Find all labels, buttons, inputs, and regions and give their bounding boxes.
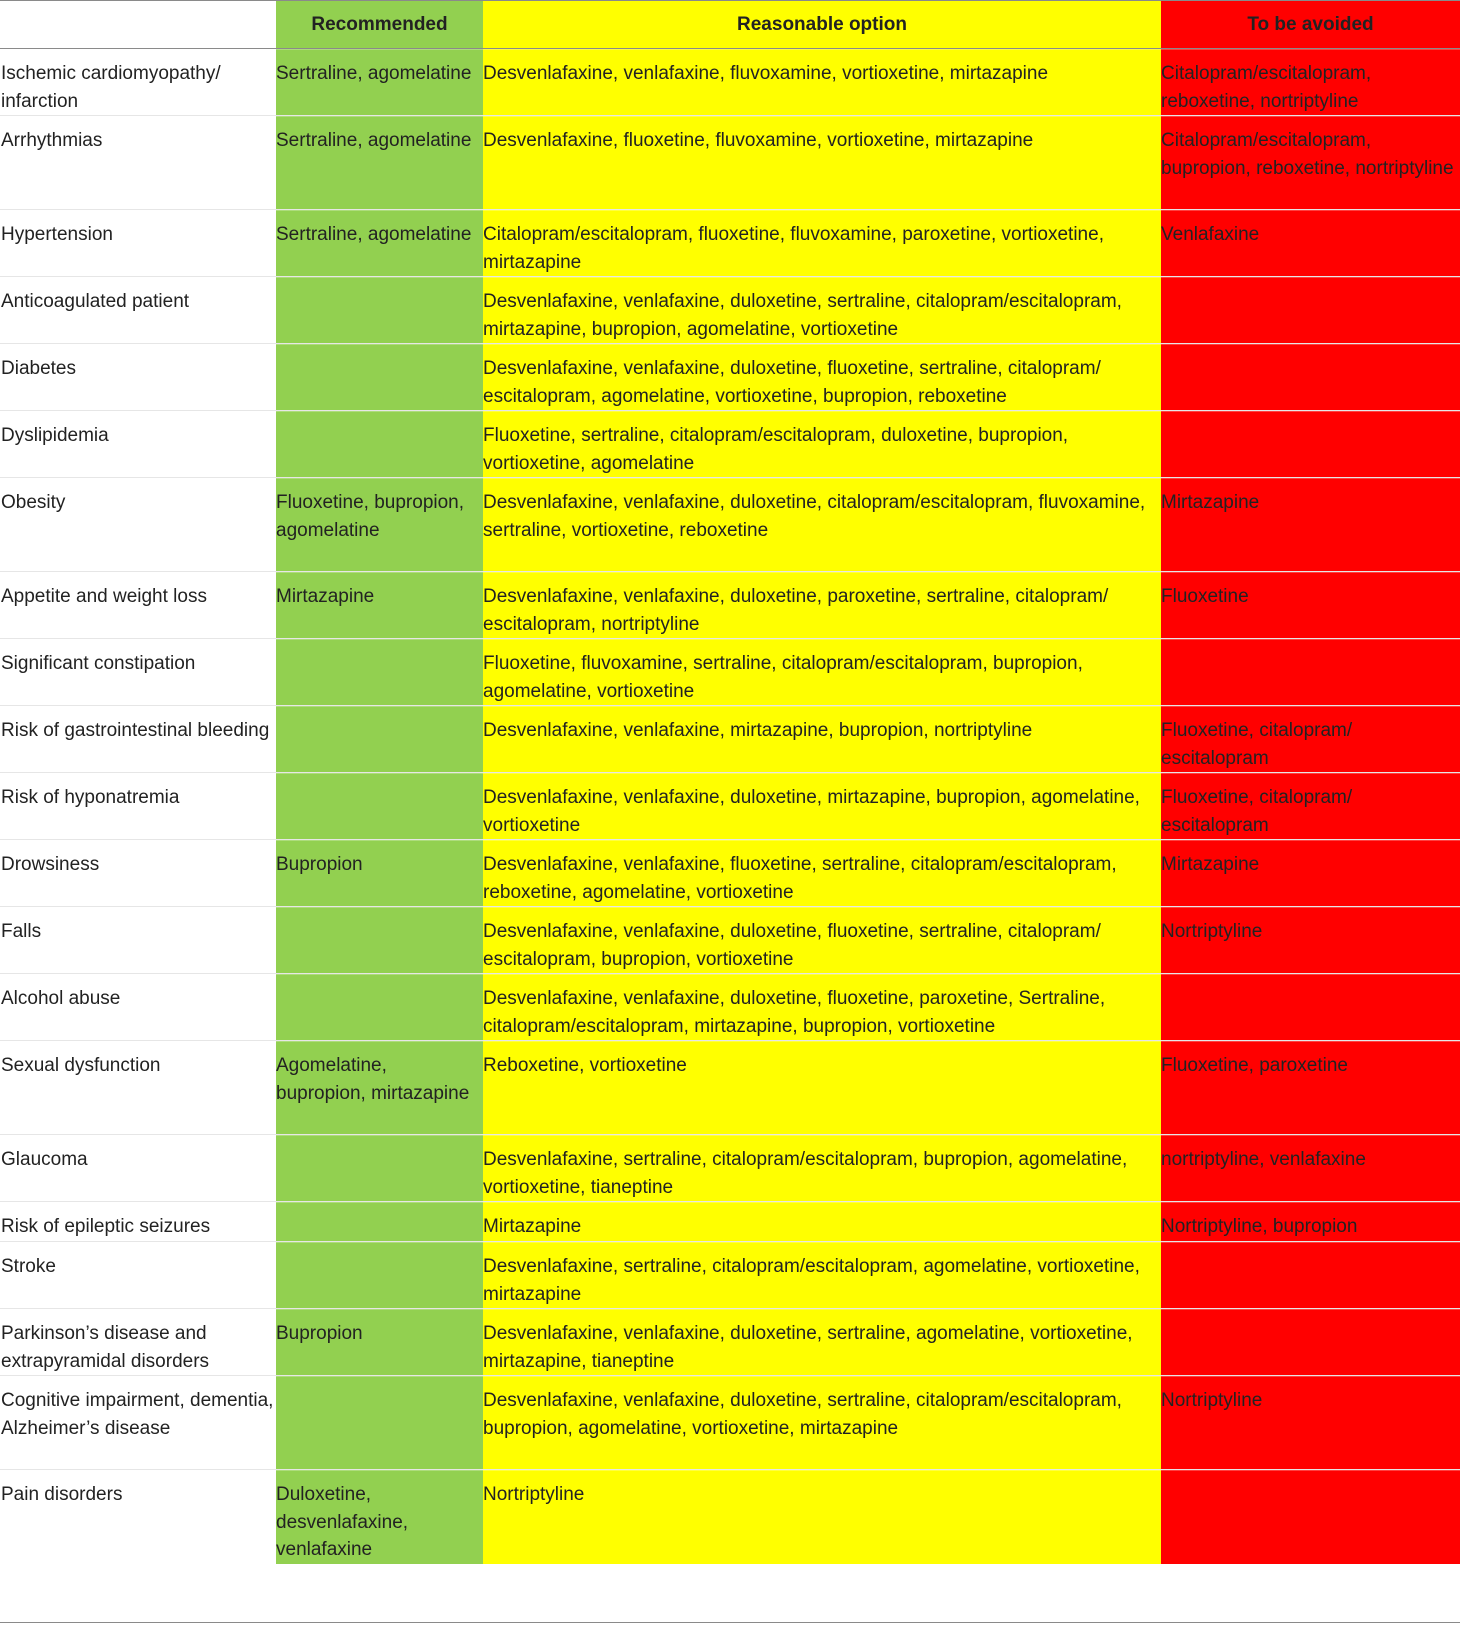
table-row	[0, 1309, 1460, 1376]
condition-cell: Diabetes	[1, 358, 76, 379]
to-be-avoided-cell	[1161, 277, 1460, 344]
to-be-avoided-cell: Fluoxetine, paroxetine	[1161, 1041, 1460, 1135]
recommended-cell	[276, 1135, 483, 1202]
recommended-cell: Sertraline, agomelatine	[276, 210, 483, 277]
reasonable-option-cell: Desvenlafaxine, venlafaxine, duloxetine, fluoxetine, paroxetine, Sertraline, citalopram/escitalopram, mirtazapine, bupropion, vortioxetine	[483, 974, 1161, 1041]
table-body	[0, 49, 1460, 1564]
reasonable-option-cell: Desvenlafaxine, sertraline, citalopram/escitalopram, bupropion, agomelatine, vortioxetine, tianeptine	[483, 1135, 1161, 1202]
table-row	[0, 840, 1460, 907]
recommended-cell	[276, 277, 483, 344]
to-be-avoided-cell	[1161, 1309, 1460, 1376]
reasonable-option-cell: Desvenlafaxine, venlafaxine, fluvoxamine, vortioxetine, mirtazapine	[483, 49, 1161, 116]
condition-cell: Ischemic cardiomyopathy/ infarction	[1, 63, 221, 112]
table-row	[0, 277, 1460, 344]
recommended-cell: Sertraline, agomelatine	[276, 116, 483, 210]
reasonable-option-cell: Reboxetine, vortioxetine	[483, 1041, 1161, 1135]
recommended-cell	[276, 411, 483, 478]
table-header	[0, 1, 1460, 49]
reasonable-option-cell: Citalopram/escitalopram, fluoxetine, fluvoxamine, paroxetine, vortioxetine, mirtazapine	[483, 210, 1161, 277]
table-row	[0, 572, 1460, 639]
recommended-cell	[276, 974, 483, 1041]
reasonable-option-cell: Desvenlafaxine, venlafaxine, duloxetine, fluoxetine, sertraline, citalopram/ escitalopram, agomelatine, vortioxetine, bupropion, reboxetine	[483, 344, 1161, 411]
to-be-avoided-cell	[1161, 974, 1460, 1041]
to-be-avoided-cell: Citalopram/escitalopram, reboxetine, nortriptyline	[1161, 49, 1460, 116]
condition-cell: Pain disorders	[1, 1484, 123, 1505]
to-be-avoided-cell: Fluoxetine, citalopram/ escitalopram	[1161, 706, 1460, 773]
recommended-cell	[276, 1242, 483, 1309]
condition-cell: Falls	[1, 921, 42, 942]
recommended-cell: Agomelatine, bupropion, mirtazapine	[276, 1041, 483, 1135]
table-row	[0, 974, 1460, 1041]
to-be-avoided-cell: Nortriptyline	[1161, 1376, 1460, 1470]
to-be-avoided-cell: Fluoxetine, citalopram/ escitalopram	[1161, 773, 1460, 840]
table-row	[0, 1135, 1460, 1202]
to-be-avoided-cell: Nortriptyline, bupropion	[1161, 1202, 1460, 1242]
table-row	[0, 1470, 1460, 1564]
table-row	[0, 210, 1460, 277]
to-be-avoided-cell	[1161, 1242, 1460, 1309]
condition-cell: Stroke	[1, 1256, 56, 1277]
condition-cell: Arrhythmias	[1, 130, 103, 151]
condition-cell: Risk of epileptic seizures	[1, 1216, 211, 1237]
reasonable-option-cell: Fluoxetine, sertraline, citalopram/escitalopram, duloxetine, bupropion, vortioxetine, agomelatine	[483, 411, 1161, 478]
recommended-cell: Bupropion	[276, 840, 483, 907]
recommended-cell	[276, 773, 483, 840]
condition-cell: Dyslipidemia	[1, 425, 109, 446]
reasonable-option-cell: Desvenlafaxine, fluoxetine, fluvoxamine, vortioxetine, mirtazapine	[483, 116, 1161, 210]
condition-cell: Parkinson’s disease and extrapyramidal disorders	[1, 1323, 210, 1372]
to-be-avoided-cell: Fluoxetine	[1161, 572, 1460, 639]
condition-cell: Glaucoma	[1, 1149, 88, 1170]
header-row	[0, 1, 1460, 49]
condition-cell: Hypertension	[1, 224, 113, 245]
recommended-cell: Fluoxetine, bupropion, agomelatine	[276, 478, 483, 572]
condition-cell: Cognitive impairment, dementia, Alzheimer’s disease	[1, 1390, 274, 1439]
to-be-avoided-cell: Citalopram/escitalopram, bupropion, reboxetine, nortriptyline	[1161, 116, 1460, 210]
recommended-cell	[276, 907, 483, 974]
recommended-cell: Bupropion	[276, 1309, 483, 1376]
reasonable-option-cell: Desvenlafaxine, venlafaxine, duloxetine, sertraline, citalopram/escitalopram, bupropion, agomelatine, vortioxetine, mirtazapine	[483, 1376, 1161, 1470]
condition-cell: Anticoagulated patient	[1, 291, 190, 312]
condition-cell: Risk of hyponatremia	[1, 787, 180, 808]
recommended-cell	[276, 1202, 483, 1242]
table-row	[0, 907, 1460, 974]
recommended-cell	[276, 639, 483, 706]
to-be-avoided-cell: Venlafaxine	[1161, 210, 1460, 277]
table-row	[0, 116, 1460, 210]
reasonable-option-cell: Mirtazapine	[483, 1202, 1161, 1242]
reasonable-option-cell: Desvenlafaxine, venlafaxine, duloxetine, fluoxetine, sertraline, citalopram/ escitalopram, bupropion, vortioxetine	[483, 907, 1161, 974]
reasonable-option-cell: Desvenlafaxine, venlafaxine, fluoxetine, sertraline, citalopram/escitalopram, reboxetine, agomelatine, vortioxetine	[483, 840, 1161, 907]
reasonable-option-cell: Desvenlafaxine, venlafaxine, duloxetine, mirtazapine, bupropion, agomelatine, vortioxetine	[483, 773, 1161, 840]
reasonable-option-cell: Desvenlafaxine, venlafaxine, duloxetine, citalopram/escitalopram, fluvoxamine, sertraline, vortioxetine, reboxetine	[483, 478, 1161, 572]
to-be-avoided-cell	[1161, 1470, 1460, 1564]
header-reasonable-option: Reasonable option	[483, 1, 1161, 49]
table-row	[0, 1376, 1460, 1470]
recommended-cell: Sertraline, agomelatine	[276, 49, 483, 116]
to-be-avoided-cell	[1161, 411, 1460, 478]
recommended-cell	[276, 706, 483, 773]
to-be-avoided-cell: Mirtazapine	[1161, 478, 1460, 572]
condition-cell: Drowsiness	[1, 854, 100, 875]
table-row	[0, 49, 1460, 116]
table-row	[0, 773, 1460, 840]
reasonable-option-cell: Desvenlafaxine, venlafaxine, duloxetine, sertraline, citalopram/escitalopram, mirtazapine, bupropion, agomelatine, vortioxetine	[483, 277, 1161, 344]
recommended-cell	[276, 344, 483, 411]
header-recommended: Recommended	[276, 1, 483, 49]
table-row	[0, 639, 1460, 706]
reasonable-option-cell: Desvenlafaxine, venlafaxine, duloxetine, sertraline, agomelatine, vortioxetine, mirtazapine, tianeptine	[483, 1309, 1161, 1376]
table-row	[0, 344, 1460, 411]
condition-cell: Appetite and weight loss	[1, 586, 207, 607]
condition-cell: Sexual dysfunction	[1, 1055, 161, 1076]
header-condition	[0, 1, 276, 49]
condition-cell: Obesity	[1, 492, 66, 513]
header-to-be-avoided: To be avoided	[1161, 1, 1460, 49]
condition-cell: Alcohol abuse	[1, 988, 121, 1009]
to-be-avoided-cell	[1161, 639, 1460, 706]
condition-cell: Significant constipation	[1, 653, 196, 674]
reasonable-option-cell: Nortriptyline	[483, 1470, 1161, 1564]
table-row	[0, 706, 1460, 773]
to-be-avoided-cell	[1161, 344, 1460, 411]
table-bottom-rule	[0, 1622, 1460, 1623]
reasonable-option-cell: Desvenlafaxine, venlafaxine, duloxetine, paroxetine, sertraline, citalopram/ escitalopram, nortriptyline	[483, 572, 1161, 639]
table-row	[0, 411, 1460, 478]
reasonable-option-cell: Desvenlafaxine, sertraline, citalopram/escitalopram, agomelatine, vortioxetine, mirtazapine	[483, 1242, 1161, 1309]
recommended-cell: Mirtazapine	[276, 572, 483, 639]
table-row	[0, 1041, 1460, 1135]
table-row	[0, 1242, 1460, 1309]
to-be-avoided-cell: Mirtazapine	[1161, 840, 1460, 907]
reasonable-option-cell: Fluoxetine, fluvoxamine, sertraline, citalopram/escitalopram, bupropion, agomelatine, vortioxetine	[483, 639, 1161, 706]
table-row	[0, 1202, 1460, 1242]
recommended-cell: Duloxetine, desvenlafaxine, venlafaxine	[276, 1470, 483, 1564]
reasonable-option-cell: Desvenlafaxine, venlafaxine, mirtazapine, bupropion, nortriptyline	[483, 706, 1161, 773]
to-be-avoided-cell: Nortriptyline	[1161, 907, 1460, 974]
recommended-cell	[276, 1376, 483, 1470]
table-row	[0, 478, 1460, 572]
to-be-avoided-cell: nortriptyline, venlafaxine	[1161, 1135, 1460, 1202]
condition-cell: Risk of gastrointestinal bleeding	[1, 720, 270, 741]
